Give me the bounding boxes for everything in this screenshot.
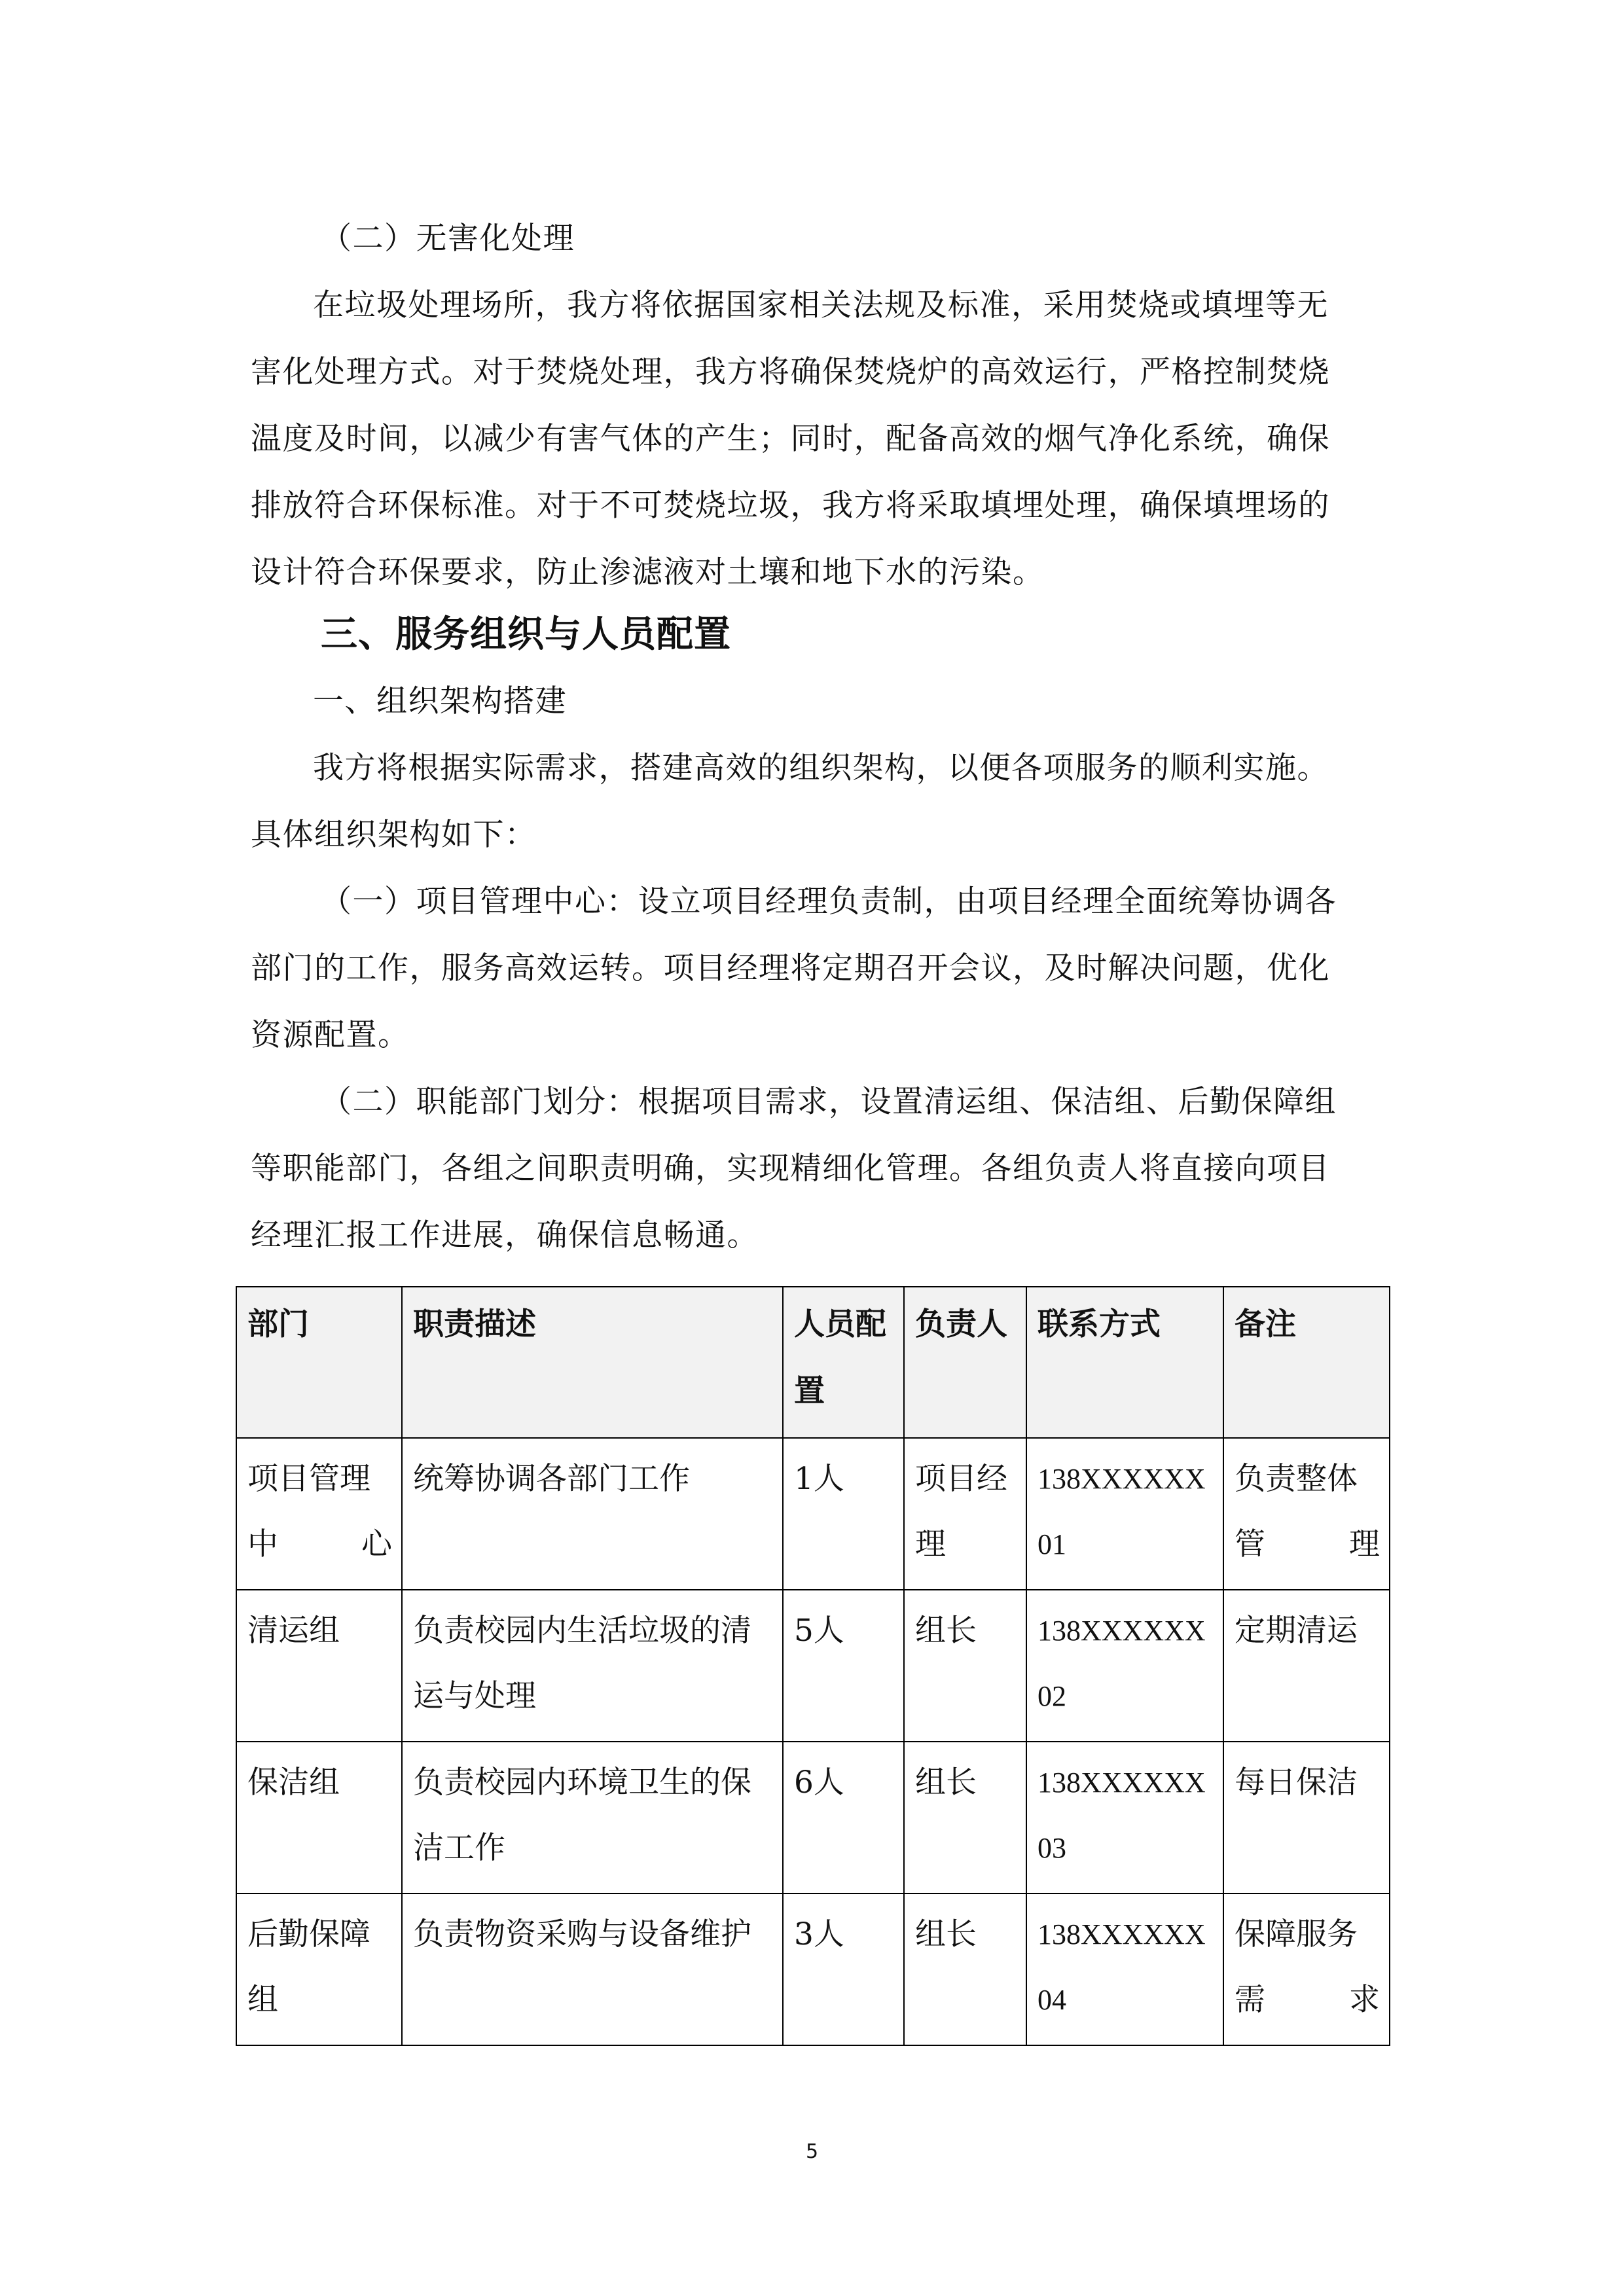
table-header-row xyxy=(236,1287,1390,1438)
paragraph-line: 经理汇报工作进展，确保信息畅通。 xyxy=(251,1217,759,1253)
cell-contact: 138XXXXXX03 xyxy=(1026,1742,1223,1893)
column-header-duty: 职责描述 xyxy=(402,1287,783,1438)
paragraph-line: 部门的工作，服务高效运转。项目经理将定期召开会议，及时解决问题，优化 xyxy=(251,950,1330,986)
paragraph-line: 我方将根据实际需求，搭建高效的组织架构，以便各项服务的顺利实施。 xyxy=(313,750,1329,786)
cell-leader: 组长 xyxy=(904,1742,1026,1893)
cell-department: 项目管理中心 xyxy=(236,1438,402,1590)
cell-leader: 组长 xyxy=(904,1893,1026,2045)
cell-leader: 项目经理 xyxy=(904,1438,1026,1590)
column-header-staffing: 人员配置 xyxy=(783,1287,904,1438)
cell-contact: 138XXXXXX02 xyxy=(1026,1590,1223,1742)
cell-contact: 138XXXXXX04 xyxy=(1026,1893,1223,2045)
subsection-heading-harmless-treatment: （二）无害化处理 xyxy=(321,221,575,257)
cell-department: 清运组 xyxy=(236,1590,402,1742)
paragraph-line: （一）项目管理中心：设立项目经理负责制，由项目经理全面统筹协调各 xyxy=(321,884,1337,920)
cell-note: 负责整体管理 xyxy=(1223,1438,1390,1590)
section-heading-service-organization: 三、服务组织与人员配置 xyxy=(321,613,731,656)
table-row xyxy=(236,1590,1390,1742)
paragraph-line: （二）职能部门划分：根据项目需求，设置清运组、保洁组、后勤保障组 xyxy=(321,1084,1337,1120)
column-header-note: 备注 xyxy=(1223,1287,1390,1438)
paragraph-line: 温度及时间，以减少有害气体的产生；同时，配备高效的烟气净化系统，确保 xyxy=(251,421,1330,457)
paragraph-line: 在垃圾处理场所，我方将依据国家相关法规及标准，采用焚烧或填埋等无 xyxy=(313,287,1329,323)
paragraph-line: 资源配置。 xyxy=(251,1017,410,1053)
paragraph-line: 具体组织架构如下： xyxy=(251,817,537,853)
subsection-heading-org-structure: 一、组织架构搭建 xyxy=(313,683,567,719)
cell-duty: 统筹协调各部门工作 xyxy=(402,1438,783,1590)
column-header-department: 部门 xyxy=(236,1287,402,1438)
cell-duty: 负责校园内环境卫生的保洁工作 xyxy=(402,1742,783,1893)
cell-department: 保洁组 xyxy=(236,1742,402,1893)
cell-note: 保障服务需求 xyxy=(1223,1893,1390,2045)
cell-contact: 138XXXXXX01 xyxy=(1026,1438,1223,1590)
cell-note: 每日保洁 xyxy=(1223,1742,1390,1893)
paragraph-line: 等职能部门，各组之间职责明确，实现精细化管理。各组负责人将直接向项目 xyxy=(251,1151,1330,1187)
table-row xyxy=(236,1893,1390,2045)
cell-leader: 组长 xyxy=(904,1590,1026,1742)
cell-staffing: 6人 xyxy=(783,1742,904,1893)
cell-duty: 负责校园内生活垃圾的清运与处理 xyxy=(402,1590,783,1742)
paragraph-line: 排放符合环保标准。对于不可焚烧垃圾，我方将采取填埋处理，确保填埋场的 xyxy=(251,488,1330,524)
table-row xyxy=(236,1438,1390,1590)
column-header-contact: 联系方式 xyxy=(1026,1287,1223,1438)
cell-duty: 负责物资采购与设备维护 xyxy=(402,1893,783,2045)
organization-table xyxy=(236,1286,1390,2046)
paragraph-line: 设计符合环保要求，防止渗滤液对土壤和地下水的污染。 xyxy=(251,554,1045,590)
cell-note: 定期清运 xyxy=(1223,1590,1390,1742)
cell-staffing: 1人 xyxy=(783,1438,904,1590)
cell-staffing: 3人 xyxy=(783,1893,904,2045)
cell-staffing: 5人 xyxy=(783,1590,904,1742)
column-header-leader: 负责人 xyxy=(904,1287,1026,1438)
page-number: 5 xyxy=(805,2140,819,2163)
table-row xyxy=(236,1742,1390,1893)
cell-department: 后勤保障组 xyxy=(236,1893,402,2045)
paragraph-line: 害化处理方式。对于焚烧处理，我方将确保焚烧炉的高效运行，严格控制焚烧 xyxy=(251,354,1330,390)
